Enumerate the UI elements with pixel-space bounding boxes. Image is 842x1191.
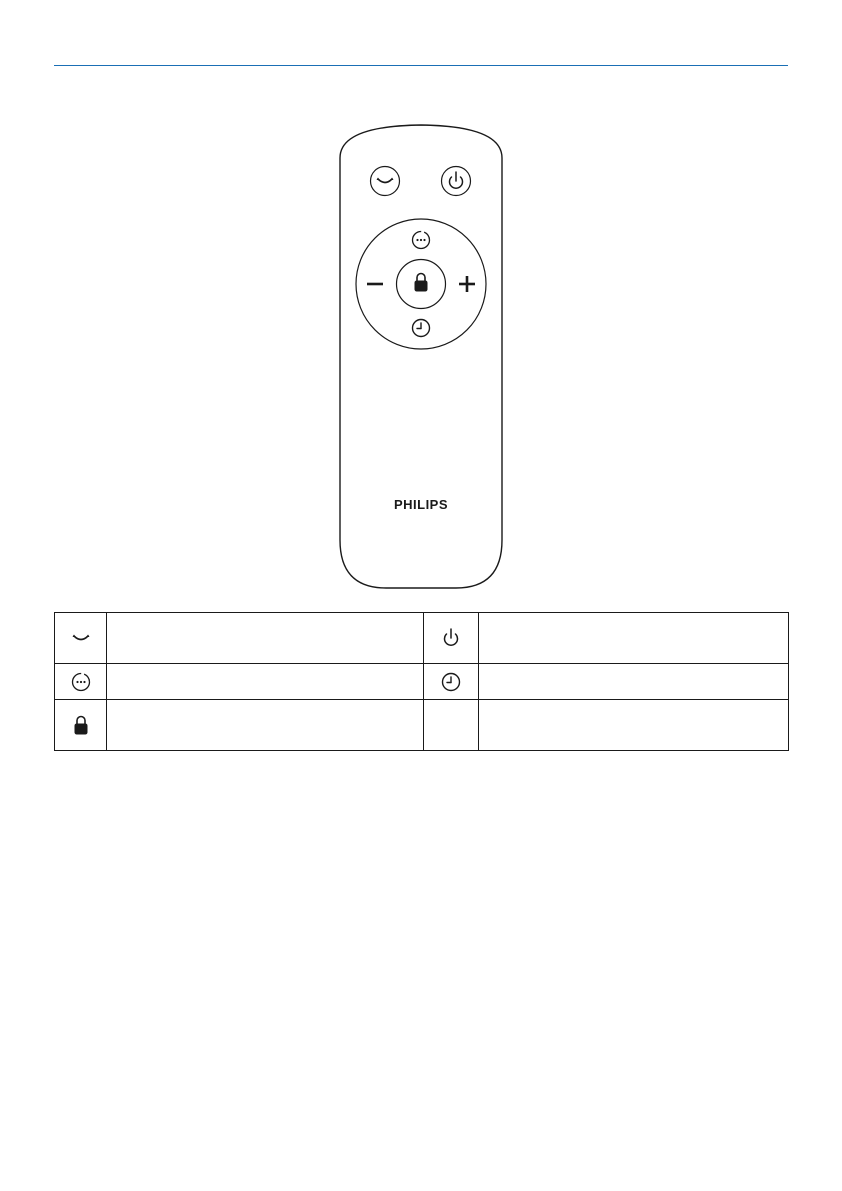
legend-icon-cell — [424, 664, 479, 700]
remote-power-button[interactable] — [442, 167, 471, 196]
legend-text-cell — [107, 613, 424, 664]
remote-body — [340, 125, 502, 588]
remote-control-illustration — [338, 124, 504, 590]
legend-text-cell — [107, 700, 424, 751]
mode-wave-icon — [69, 628, 93, 648]
legend-icon-cell — [424, 613, 479, 664]
table-row — [55, 700, 789, 751]
power-icon — [439, 627, 463, 649]
brand-logo: PHILIPS — [393, 497, 449, 512]
table-row — [55, 664, 789, 700]
lock-icon — [71, 714, 91, 736]
remote-mode-button[interactable] — [371, 167, 400, 196]
table-row — [55, 613, 789, 664]
button-legend-table — [54, 612, 789, 751]
legend-icon-cell-empty — [424, 700, 479, 751]
legend-text-cell — [479, 664, 789, 700]
remote-lock-button[interactable] — [397, 260, 446, 309]
timer-icon — [440, 671, 462, 693]
fan-speed-icon — [70, 671, 92, 693]
legend-text-cell — [479, 613, 789, 664]
legend-icon-cell — [55, 613, 107, 664]
header-rule — [54, 65, 788, 66]
legend-text-cell — [107, 664, 424, 700]
legend-text-cell — [479, 700, 789, 751]
legend-icon-cell — [55, 664, 107, 700]
legend-icon-cell — [55, 700, 107, 751]
